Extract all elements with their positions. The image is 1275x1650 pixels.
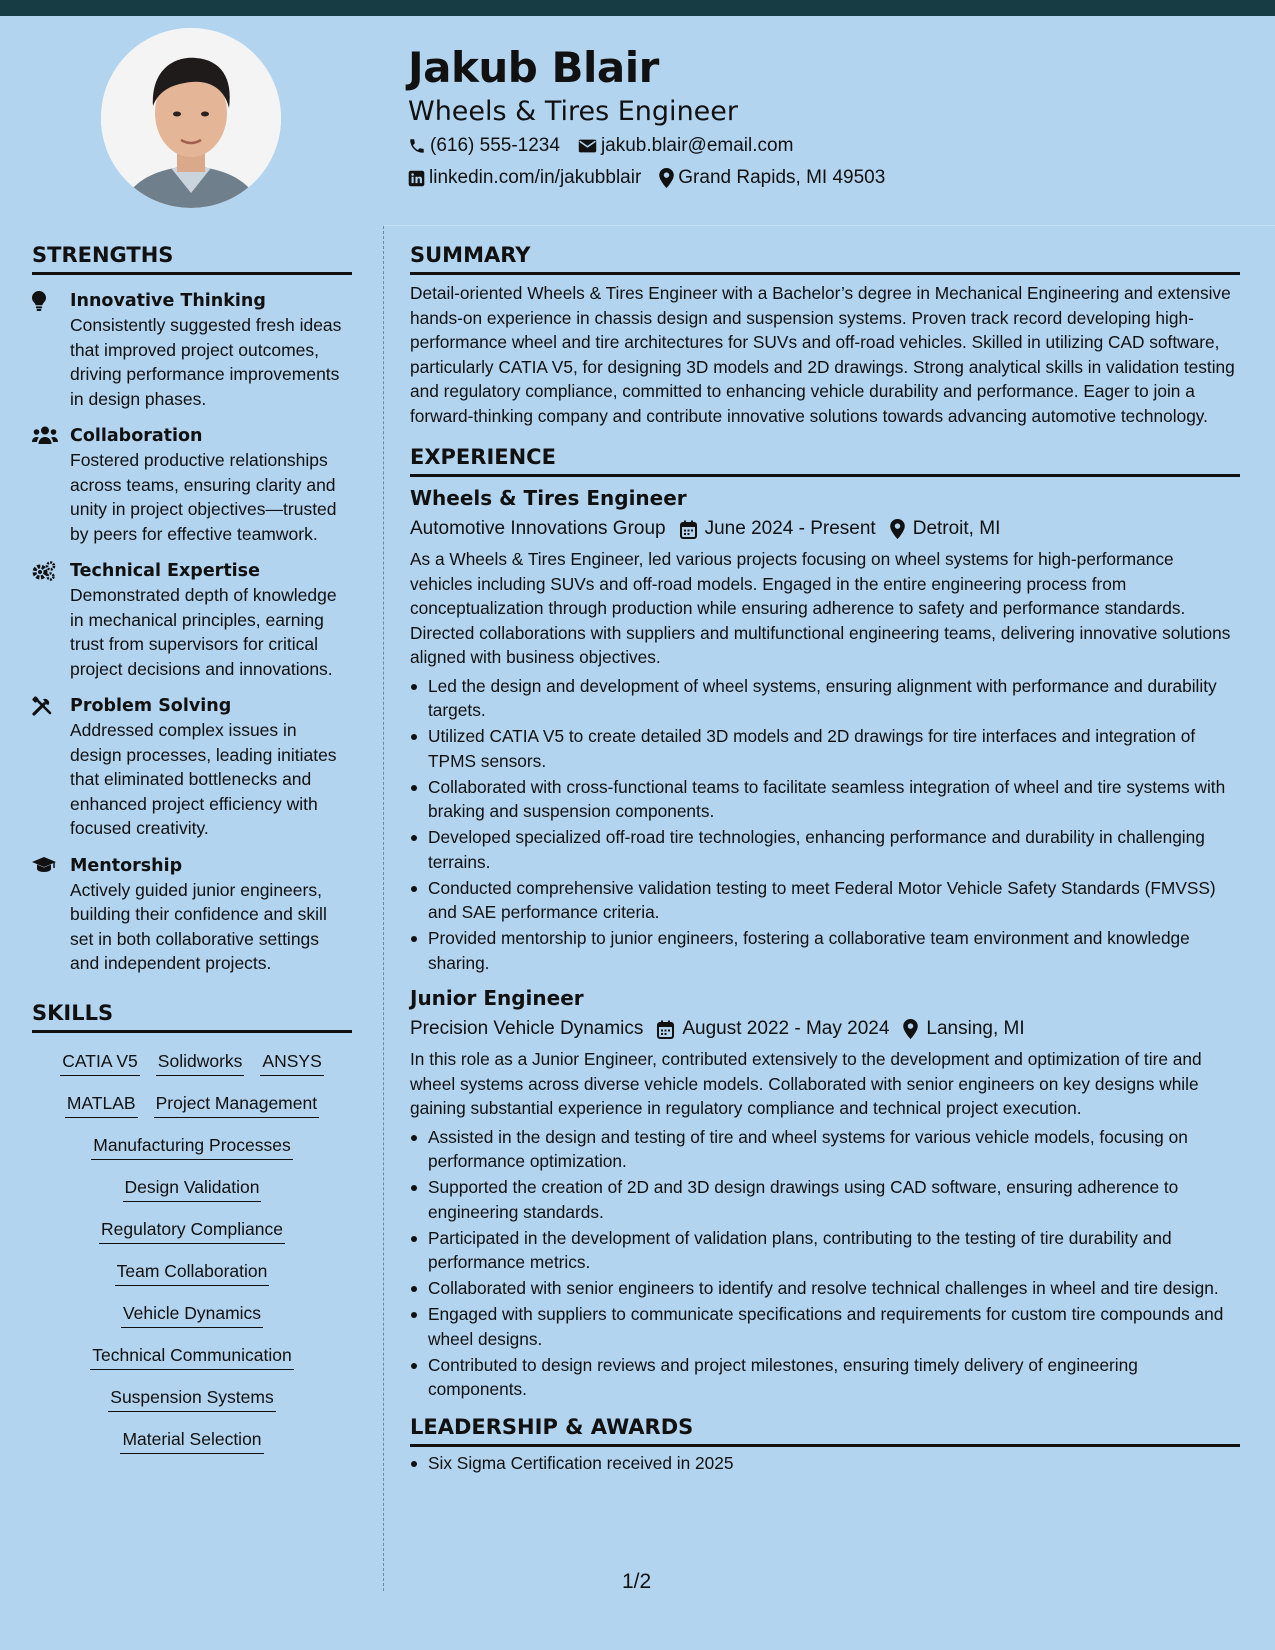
phone-text: (616) 555-1234 bbox=[430, 135, 560, 156]
summary-heading: SUMMARY bbox=[410, 240, 1240, 275]
contact-row-primary bbox=[408, 134, 811, 158]
linkedin-text: linkedin.com/in/jakubblair bbox=[429, 167, 642, 188]
column-divider bbox=[383, 226, 384, 1591]
skill-tag: MATLAB bbox=[65, 1091, 138, 1118]
strength-title: Technical Expertise bbox=[70, 561, 260, 581]
skill-tag: Vehicle Dynamics bbox=[121, 1301, 263, 1328]
graduation-cap-icon bbox=[32, 854, 70, 976]
summary-text: Detail-oriented Wheels & Tires Engineer with a Bachelor’s degree in Mechanical Engineering and extensive hands-on experience in chassis design and suspension systems. Proven track record developing high-performance wheel and tire architectures for SUVs and off-road vehicles. Skilled in utilizing CAD software, particularly CATIA V5, for designing 3D models and 2D drawings. Strong analytical skills in validation testing and regulatory compliance, committed to enhancing vehicle durability and performance. Eager to join a forward-thinking company and contribute innovative solutions towards advancing automotive technology. bbox=[410, 283, 1235, 426]
sidebar bbox=[32, 240, 352, 1454]
skills-heading: SKILLS bbox=[32, 998, 352, 1033]
role-title: Junior Engineer bbox=[410, 986, 584, 1010]
awards-list bbox=[410, 1451, 1240, 1476]
achievement-list bbox=[410, 1125, 1240, 1402]
role-dates bbox=[657, 1017, 889, 1041]
location-text: Lansing, MI bbox=[926, 1018, 1025, 1039]
role-meta bbox=[410, 1017, 1240, 1041]
list-item: Developed specialized off-road tire technologies, enhancing performance and durability in challenging terrains. bbox=[410, 825, 1240, 874]
strengths-heading: STRENGTHS bbox=[32, 240, 352, 275]
role-description: As a Wheels & Tires Engineer, led various projects focusing on wheel systems for high-performance vehicles including SUVs and off-road models. Engaged in the entire engineering process from conceptualization through production while ensuring adherence to safety and performance standards. Directed collaborations with suppliers and multifunctional engineering teams, delivering innovative solutions aligned with business objectives. bbox=[410, 549, 1231, 667]
list-item: Provided mentorship to junior engineers, fostering a collaborative team environment and knowledge sharing. bbox=[410, 926, 1240, 975]
email-text: jakub.blair@email.com bbox=[600, 135, 794, 156]
role-dates bbox=[680, 517, 876, 541]
candidate-name: Jakub Blair bbox=[408, 43, 659, 92]
role-location bbox=[903, 1017, 1024, 1041]
gears-icon bbox=[32, 559, 70, 681]
header-divider bbox=[384, 225, 1275, 226]
experience-entry bbox=[410, 985, 1240, 1402]
linkedin-icon bbox=[408, 170, 425, 187]
list-item: Supported the creation of 2D and 3D design drawings using CAD software, ensuring adherence to engineering standards. bbox=[410, 1175, 1240, 1224]
map-pin-icon bbox=[890, 519, 905, 539]
users-icon bbox=[32, 424, 70, 546]
tools-icon bbox=[32, 694, 70, 841]
awards-heading: LEADERSHIP & AWARDS bbox=[410, 1412, 1240, 1447]
list-item: Assisted in the design and testing of tire and wheel systems for various vehicle models, focusing on performance optimization. bbox=[410, 1125, 1240, 1174]
location-contact bbox=[659, 166, 885, 190]
list-item: Collaborated with senior engineers to identify and resolve technical challenges in wheel and tire design. bbox=[410, 1276, 1240, 1301]
strength-description: Consistently suggested fresh ideas that improved project outcomes, driving performance improvements in design phases. bbox=[70, 315, 342, 409]
calendar-icon bbox=[657, 1020, 674, 1039]
dates-text: August 2022 - May 2024 bbox=[682, 1018, 890, 1039]
strength-item bbox=[32, 424, 352, 546]
strength-item bbox=[32, 694, 352, 841]
linkedin-contact[interactable] bbox=[408, 166, 641, 190]
strength-description: Fostered productive relationships across teams, ensuring clarity and unity in project objectives—trusted by peers for effective teamwork. bbox=[70, 450, 337, 544]
strength-title: Mentorship bbox=[70, 855, 183, 876]
skill-tag: Project Management bbox=[154, 1091, 319, 1118]
skill-tag: Technical Communication bbox=[90, 1343, 293, 1370]
main-content bbox=[410, 240, 1240, 1477]
role-title: Wheels & Tires Engineer bbox=[410, 486, 687, 510]
strength-title: Innovative Thinking bbox=[70, 291, 266, 311]
strength-item bbox=[32, 559, 352, 681]
contact-row-secondary bbox=[408, 166, 903, 190]
list-item: Utilized CATIA V5 to create detailed 3D models and 2D drawings for tire interfaces and integration of TPMS sensors. bbox=[410, 724, 1240, 773]
strength-description: Demonstrated depth of knowledge in mechanical principles, earning trust from supervisors for critical project decisions and innovations. bbox=[70, 585, 337, 679]
list-item: Participated in the development of validation plans, contributing to the testing of tire durability and performance metrics. bbox=[410, 1226, 1240, 1275]
skill-tag: Solidworks bbox=[156, 1049, 245, 1076]
map-pin-icon bbox=[659, 168, 674, 188]
skill-tag: Team Collaboration bbox=[115, 1259, 270, 1286]
location-text: Grand Rapids, MI 49503 bbox=[678, 167, 886, 188]
list-item: Collaborated with cross-functional teams to facilitate seamless integration of wheel and tire systems with braking and suspension components. bbox=[410, 775, 1240, 824]
page-number: 1/2 bbox=[622, 1570, 652, 1593]
envelope-icon bbox=[578, 137, 597, 155]
skill-tag: Suspension Systems bbox=[108, 1385, 275, 1412]
list-item: Conducted comprehensive validation testing to meet Federal Motor Vehicle Safety Standards (FMVSS) and SAE performance criteria. bbox=[410, 876, 1240, 925]
profile-photo bbox=[101, 28, 281, 208]
dates-text: June 2024 - Present bbox=[704, 518, 876, 539]
skill-tag: Material Selection bbox=[120, 1427, 263, 1454]
achievement-list bbox=[410, 674, 1240, 976]
company-name: Automotive Innovations Group bbox=[410, 518, 666, 539]
list-item: Engaged with suppliers to communicate specifications and requirements for custom tire compounds and wheel designs. bbox=[410, 1302, 1240, 1351]
skill-tag: CATIA V5 bbox=[60, 1049, 140, 1076]
strength-item bbox=[32, 289, 352, 411]
list-item: Led the design and development of wheel systems, ensuring alignment with performance and durability targets. bbox=[410, 674, 1240, 723]
skill-tag: Design Validation bbox=[123, 1175, 262, 1202]
phone-contact[interactable] bbox=[408, 134, 560, 158]
role-description: In this role as a Junior Engineer, contributed extensively to the development and optimization of tire and wheel systems across diverse vehicle models. Collaborated with senior engineers on key designs while gaining substantial experience in regulatory compliance and technical project execution. bbox=[410, 1049, 1202, 1118]
top-accent-bar bbox=[0, 0, 1275, 16]
skills-list bbox=[32, 1049, 352, 1454]
strength-description: Addressed complex issues in design processes, leading initiates that eliminated bottlenecks and enhanced project efficiency with focused creativity. bbox=[70, 720, 337, 838]
job-title: Wheels & Tires Engineer bbox=[408, 96, 738, 127]
map-pin-icon bbox=[903, 1019, 918, 1039]
experience-entry bbox=[410, 485, 1240, 975]
strength-item bbox=[32, 854, 352, 976]
email-contact[interactable] bbox=[578, 134, 793, 158]
skill-tag: Manufacturing Processes bbox=[91, 1133, 292, 1160]
experience-heading: EXPERIENCE bbox=[410, 442, 1240, 477]
calendar-icon bbox=[680, 520, 697, 539]
list-item: Contributed to design reviews and project milestones, ensuring timely delivery of engineering components. bbox=[410, 1353, 1240, 1402]
strength-description: Actively guided junior engineers, building their confidence and skill set in both collaborative settings and independent projects. bbox=[70, 879, 327, 973]
role-meta bbox=[410, 517, 1240, 541]
skill-tag: ANSYS bbox=[260, 1049, 323, 1076]
location-text: Detroit, MI bbox=[912, 518, 1001, 539]
strength-title: Collaboration bbox=[70, 426, 203, 446]
list-item: Six Sigma Certification received in 2025 bbox=[410, 1451, 1240, 1476]
role-location bbox=[890, 517, 1001, 541]
phone-icon bbox=[408, 137, 426, 155]
company-name: Precision Vehicle Dynamics bbox=[410, 1018, 644, 1039]
lightbulb-icon bbox=[32, 289, 70, 411]
strength-title: Problem Solving bbox=[70, 696, 232, 716]
skill-tag: Regulatory Compliance bbox=[99, 1217, 285, 1244]
